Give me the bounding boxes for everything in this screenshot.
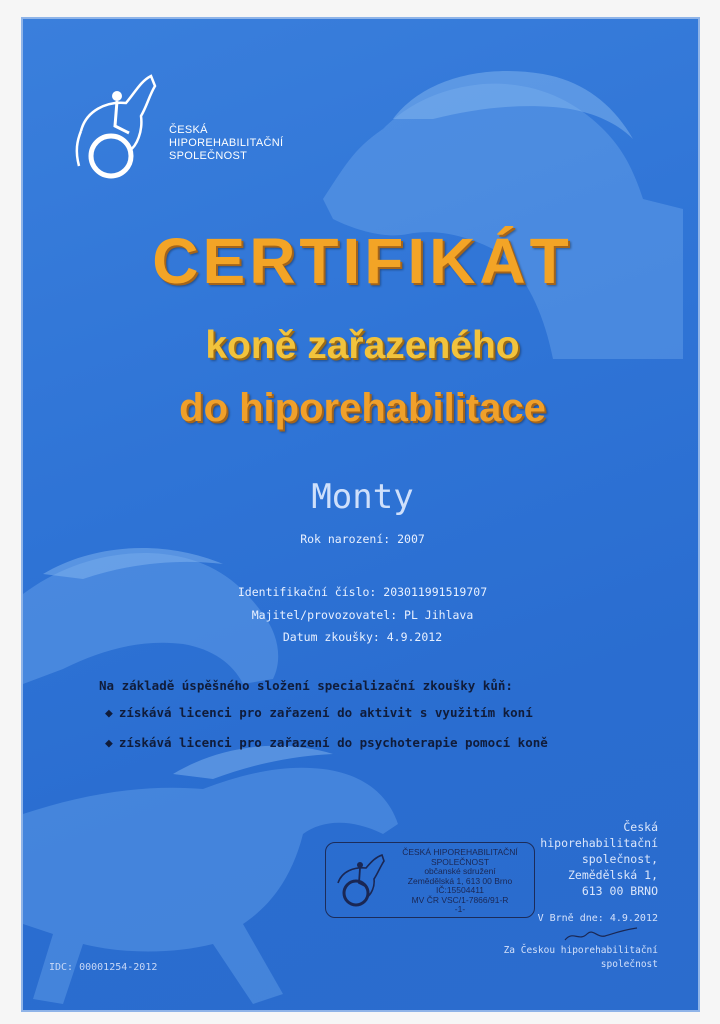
logo-line-3: SPOLEČNOST <box>169 150 248 162</box>
statement-text: Na základě úspěšného složení specializační zkoušky kůň: <box>99 678 513 693</box>
stamp-line: IČ:15504411 <box>435 885 485 895</box>
address-line: Zemědělská 1, <box>567 868 658 882</box>
horse-head-watermark-top <box>313 59 693 359</box>
stamp-line: občanské sdružení <box>424 866 496 876</box>
birth-year: Rok narození: 2007 <box>300 532 425 546</box>
logo-line-1: ČESKÁ <box>169 124 208 136</box>
bullet-text: získává licenci pro zařazení do aktivit s využitím koní <box>118 705 533 720</box>
issue-date: V Brně dne: 4.9.2012 <box>537 913 658 924</box>
address-line: hiporehabilitační <box>540 836 658 850</box>
stamp-text <box>388 848 532 915</box>
certificate-title: CERTIFIKÁT <box>152 225 573 297</box>
logo-line-2: HIPOREHABILITAČNÍ <box>169 137 284 149</box>
signature-line: Za Českou hiporehabilitační <box>503 945 658 956</box>
certificate-subtitle-2: do hiporehabilitace <box>179 386 546 430</box>
diamond-bullet-icon: ◆ <box>105 706 113 721</box>
stamp-line: -1- <box>454 904 466 914</box>
stamp-line: Zemědělská 1, 613 00 Brno <box>407 875 513 886</box>
stamp-logo-icon <box>332 853 386 909</box>
organization-address <box>540 819 658 899</box>
address-line: Česká <box>623 820 658 834</box>
signature-line: společnost <box>600 959 658 970</box>
id-number: Identifikační číslo: 203011991519707 <box>237 585 488 599</box>
bullet-item <box>105 705 533 721</box>
stamp-line: SPOLEČNOST <box>430 856 490 867</box>
address-line: 613 00 BRNO <box>581 884 658 898</box>
owner: Majitel/provozovatel: PL Jihlava <box>251 608 474 622</box>
certificate-sheet <box>21 17 700 1012</box>
horse-name: Monty <box>311 477 414 517</box>
bullet-item <box>105 735 548 751</box>
diamond-bullet-icon: ◆ <box>105 736 113 751</box>
organization-logo-icon <box>71 71 161 181</box>
stamp-line: ČESKÁ HIPOREHABILITAČNÍ <box>402 847 518 857</box>
exam-date: Datum zkoušky: 4.9.2012 <box>282 630 443 644</box>
bullet-text: získává licenci pro zařazení do psychoterapie pomocí koně <box>118 735 548 750</box>
official-stamp <box>325 842 535 918</box>
signature-caption <box>504 944 658 972</box>
address-line: společnost, <box>581 852 658 866</box>
signature-scribble-icon <box>561 924 641 946</box>
stamp-line: MV ČR VSC/1-7866/91-R <box>411 894 509 905</box>
certificate-subtitle-1: koně zařazeného <box>205 324 520 367</box>
organization-name <box>169 124 283 163</box>
document-id: IDC: 00001254-2012 <box>49 962 158 973</box>
